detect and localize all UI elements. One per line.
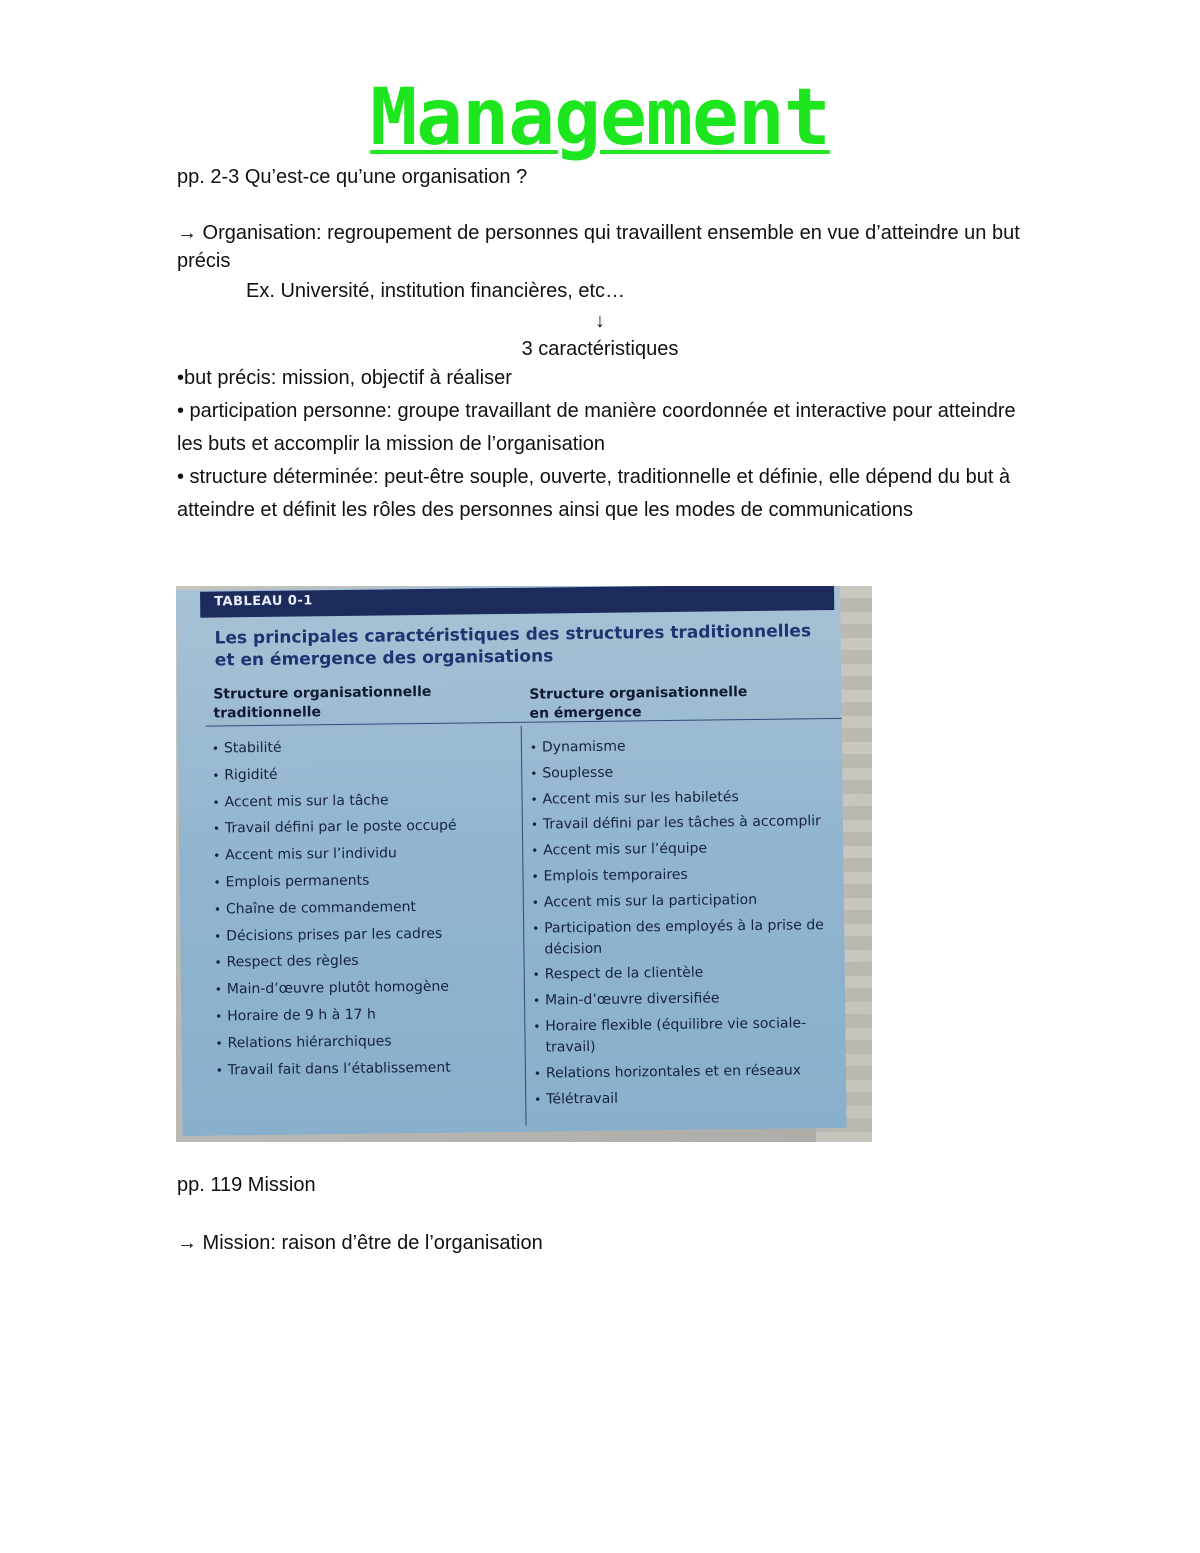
page-title: Management: [370, 73, 830, 163]
list-item: • Accent mis sur les habiletés: [530, 786, 830, 811]
column-header-emerging: Structure organisationnelle en émergence: [529, 684, 748, 722]
list-item: • Main-d’œuvre diversifiée: [533, 987, 833, 1012]
list-item: • Télétravail: [534, 1086, 834, 1111]
table-card: [176, 586, 847, 1136]
list-item: • Accent mis sur l’équipe: [531, 837, 831, 862]
emerging-list: [530, 734, 835, 1115]
list-item: • Souplesse: [530, 760, 830, 785]
list-item: • Dynamisme: [530, 734, 830, 759]
list-item: • Horaire flexible (équilibre vie sociale-travail): [533, 1013, 833, 1059]
list-item: • Chaîne de commandement: [214, 893, 514, 923]
list-item: • Respect de la clientèle: [533, 961, 833, 986]
characteristic-bullet-3: • structure déterminée: peut-être souple, ouverte, traditionnelle et définie, elle dépend du but à atteindre et définit les rôles des personnes ainsi que les modes de communications: [177, 466, 1011, 521]
column-divider: [521, 726, 527, 1126]
traditional-list: [212, 732, 516, 1084]
section-heading-organisation: pp. 2-3 Qu’est-ce qu’une organisation ?: [177, 166, 528, 188]
organisation-definition: → Organisation: regroupement de personnes qui travaillent ensemble en vue d’atteindre un but précis: [177, 222, 1020, 272]
list-item: • Main-d’œuvre plutôt homogène: [215, 973, 515, 1003]
list-item: • Travail défini par les tâches à accomplir: [531, 811, 831, 836]
down-arrow-icon: ↓: [595, 310, 605, 332]
list-item: • Horaire de 9 h à 17 h: [215, 1000, 515, 1030]
list-item: • Travail défini par le poste occupé: [213, 812, 513, 842]
list-item: • Travail fait dans l’établissement: [216, 1053, 516, 1083]
column-header-traditional: Structure organisationnelle traditionnelle: [213, 683, 432, 722]
list-item: • Accent mis sur la tâche: [212, 785, 512, 815]
list-item: • Accent mis sur l’individu: [213, 839, 513, 869]
characteristic-bullet-2: • participation personne: groupe travaillant de manière coordonnée et interactive pour atteindre les buts et accomplir la mission de l’organisation: [177, 400, 1016, 455]
mission-definition: → Mission: raison d’être de l’organisation: [177, 1232, 543, 1254]
characteristics-subheading: 3 caractéristiques: [521, 338, 679, 360]
list-item: • Emplois temporaires: [531, 863, 831, 888]
list-item: • Accent mis sur la participation: [532, 889, 832, 914]
list-item: • Stabilité: [212, 732, 512, 762]
list-item: • Emplois permanents: [213, 866, 513, 896]
table-caption: Les principales caractéristiques des structures traditionnelles et en émergence des organisations: [214, 621, 812, 671]
list-item: • Décisions prises par les cadres: [214, 919, 514, 949]
organisation-example: Ex. Université, institution financières, etc…: [246, 280, 626, 302]
table-photo: [176, 586, 872, 1142]
section-heading-mission: pp. 119 Mission: [177, 1174, 316, 1196]
list-item: • Rigidité: [212, 759, 512, 789]
list-item: • Respect des règles: [214, 946, 514, 976]
table-code: TABLEAU 0-1: [214, 593, 313, 610]
list-item: • Relations hiérarchiques: [215, 1027, 515, 1057]
characteristic-bullet-1: •but précis: mission, objectif à réaliser: [177, 367, 512, 389]
list-item: • Participation des employés à la prise de décision: [532, 915, 832, 961]
list-item: • Relations horizontales et en réseaux: [534, 1060, 834, 1085]
